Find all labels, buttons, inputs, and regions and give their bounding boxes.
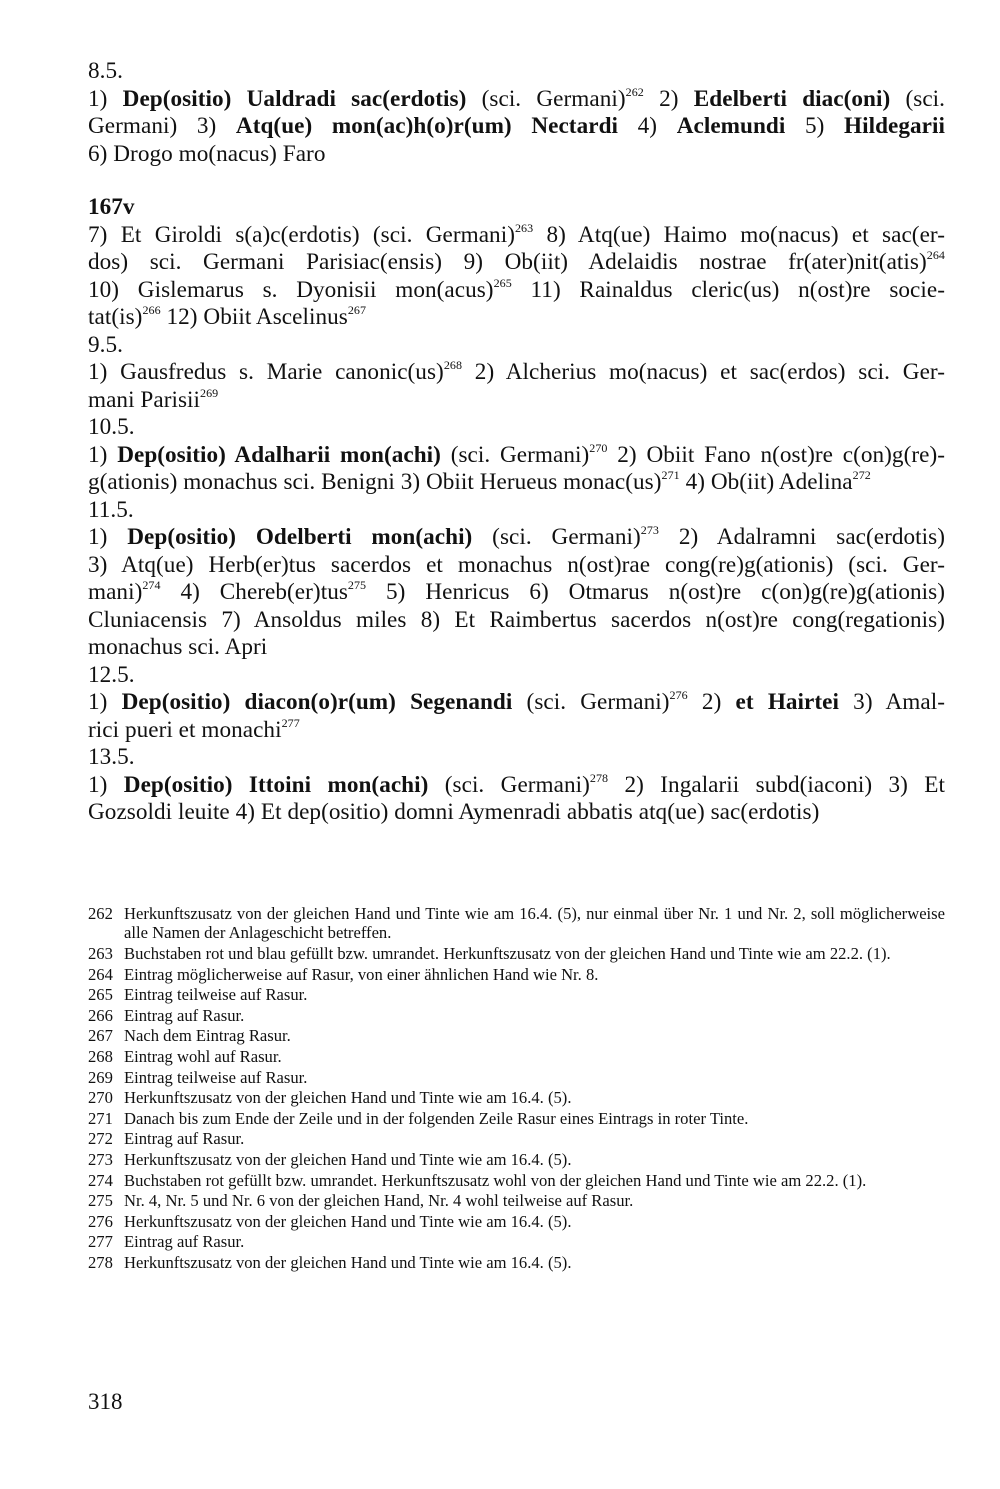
footnote-ref: 268 bbox=[443, 357, 463, 372]
footnote-number: 262 bbox=[88, 904, 113, 923]
footnote-number: 264 bbox=[88, 964, 113, 984]
footnote-ref: 276 bbox=[669, 687, 688, 702]
footnote-ref: 271 bbox=[661, 467, 680, 482]
footnote bbox=[88, 1171, 945, 1190]
footnote-ref: 275 bbox=[347, 577, 367, 592]
footnote-number: 273 bbox=[88, 1149, 113, 1169]
entry-body bbox=[88, 442, 945, 497]
text-segment: 4) Chereb(er)tus bbox=[160, 579, 348, 605]
text-segment: g(ationis) monachus sci. Benigni 3) Obiit Herueus monac(us) bbox=[88, 469, 662, 495]
date-heading: 9.5. bbox=[88, 331, 123, 358]
text-segment: mani Parisii bbox=[88, 386, 201, 413]
text-line bbox=[88, 277, 945, 305]
footnote bbox=[88, 985, 945, 1004]
text-line bbox=[88, 717, 945, 745]
text-segment: (sci. Germani) bbox=[428, 771, 590, 798]
text-segment: tat(is) bbox=[88, 304, 143, 330]
text-segment: 8) Atq(ue) Haimo mo(nacus) et sac(er- bbox=[533, 221, 945, 248]
footnote bbox=[88, 1191, 945, 1210]
entry-body bbox=[88, 359, 945, 414]
footnote-number: 277 bbox=[88, 1232, 113, 1252]
entry-body bbox=[88, 772, 945, 827]
text-segment: monachus sci. Apri bbox=[88, 634, 268, 660]
footnote-text: Herkunftszusatz von der gleichen Hand und Tinte wie am 16.4. (5). bbox=[124, 1252, 572, 1272]
text-segment: 1) Gausfredus s. Marie canonic(us) bbox=[88, 359, 444, 385]
footnote bbox=[88, 1232, 945, 1251]
footnote-ref: 272 bbox=[852, 467, 871, 482]
text-segment: 4) bbox=[618, 113, 677, 139]
footnote bbox=[88, 1253, 945, 1272]
text-segment: 2) Ingalarii subd(iaconi) 3) Et bbox=[608, 771, 946, 798]
section-gap bbox=[88, 168, 945, 194]
text-line bbox=[88, 249, 945, 277]
folio-block bbox=[88, 194, 945, 332]
bold-name: Dep(ositio) diacon(o)r(um) Segenandi bbox=[121, 689, 513, 715]
footnote bbox=[88, 1006, 945, 1025]
bold-name: Dep(ositio) Ualdradi sac(erdotis) bbox=[122, 85, 467, 112]
footnote-number: 269 bbox=[88, 1067, 113, 1087]
text-segment: Gozsoldi leuite 4) Et dep(ositio) domni Aymenradi abbatis atq(ue) sac(erdotis) bbox=[88, 799, 820, 825]
footnote-text: Eintrag auf Rasur. bbox=[124, 1005, 245, 1025]
text-segment: Germani) 3) bbox=[88, 113, 236, 139]
footnote-text: Herkunftszusatz von der gleichen Hand und Tinte wie am 16.4. (5), nur einmal über Nr. 1 und Nr. 2, soll möglicherweise alle Namen der Anlageschicht betreffen. bbox=[124, 904, 945, 943]
footnote-text: Eintrag wohl auf Rasur. bbox=[124, 1046, 282, 1066]
text-segment: 2) bbox=[687, 689, 736, 715]
footnote-ref: 274 bbox=[142, 577, 161, 592]
date-entry bbox=[88, 662, 945, 745]
footnote bbox=[88, 965, 945, 984]
date-entry bbox=[88, 744, 945, 827]
text-segment: 4) Ob(iit) Adelina bbox=[679, 469, 853, 495]
footnote-ref: 267 bbox=[347, 302, 367, 317]
footnote-number: 270 bbox=[88, 1088, 113, 1108]
text-segment: 2) Alcherius mo(nacus) et sac(erdos) sci. Ger- bbox=[462, 359, 945, 385]
footnotes bbox=[88, 904, 945, 1274]
text-segment: 11) Rainaldus cleric(us) n(ost)re socie- bbox=[511, 276, 945, 303]
footnote-text: Buchstaben rot gefüllt bzw. umrandet. Herkunftszusatz wohl von der gleichen Hand und Tinte wie am 22.2. (1). bbox=[124, 1170, 867, 1190]
footnote-text: Danach bis zum Ende der Zeile und in der folgenden Zeile Rasur eines Eintrags in roter Tinte. bbox=[124, 1108, 749, 1128]
footnote-text: Herkunftszusatz von der gleichen Hand und Tinte wie am 16.4. (5). bbox=[124, 1211, 572, 1231]
text-line bbox=[88, 387, 945, 415]
bold-name: Aclemundi bbox=[676, 113, 786, 139]
footnote bbox=[88, 1026, 945, 1045]
footnote-text: Herkunftszusatz von der gleichen Hand und Tinte wie am 16.4. (5). bbox=[124, 1149, 572, 1169]
footnote-number: 268 bbox=[88, 1046, 113, 1066]
date-entry bbox=[88, 414, 945, 497]
bold-name: Dep(ositio) Odelberti mon(achi) bbox=[127, 524, 473, 550]
text-line bbox=[88, 113, 945, 141]
footnote bbox=[88, 1109, 945, 1128]
text-line bbox=[88, 359, 945, 387]
text-line bbox=[88, 579, 945, 607]
date-entry bbox=[88, 497, 945, 662]
text-segment: (sci. Germani) bbox=[440, 441, 590, 468]
footnote-number: 265 bbox=[88, 985, 113, 1005]
text-segment: 1) bbox=[88, 441, 118, 468]
bold-name: Dep(ositio) Adalharii mon(achi) bbox=[117, 441, 441, 468]
footnote-ref: 270 bbox=[589, 440, 608, 455]
text-segment: (sci. Germani) bbox=[512, 689, 670, 715]
footnote-ref: 278 bbox=[589, 770, 609, 785]
text-segment: 12) Obiit Ascelinus bbox=[160, 304, 348, 330]
text-segment: 3) Amal- bbox=[839, 689, 945, 715]
text-segment: 1) bbox=[88, 85, 123, 112]
footnote bbox=[88, 1150, 945, 1169]
text-segment: (sci. Germani) bbox=[466, 85, 626, 112]
text-segment: (sci. Germani) bbox=[472, 524, 641, 550]
folio-label: 167v bbox=[88, 194, 135, 220]
text-segment: 1) bbox=[88, 524, 128, 550]
date-heading: 13.5. bbox=[88, 744, 135, 770]
footnote-ref: 269 bbox=[200, 385, 219, 400]
footnote-number: 271 bbox=[88, 1108, 113, 1128]
footnote-ref: 266 bbox=[142, 302, 161, 317]
footnote bbox=[88, 904, 945, 943]
footnote-text: Eintrag auf Rasur. bbox=[124, 1232, 245, 1252]
footnote bbox=[88, 1047, 945, 1066]
footnote bbox=[88, 1129, 945, 1148]
text-segment: 10) Gislemarus s. Dyonisii mon(acus) bbox=[88, 276, 494, 303]
footnote-number: 267 bbox=[88, 1026, 113, 1046]
footnote bbox=[88, 1088, 945, 1107]
footnote-ref: 273 bbox=[640, 522, 660, 537]
footnote-number: 274 bbox=[88, 1170, 113, 1190]
text-segment: 3) Atq(ue) Herb(er)tus sacerdos et monachus n(ost)rae cong(re)g(ationis) (sci. Ger- bbox=[88, 551, 945, 578]
text-segment: rici pueri et monachi bbox=[88, 716, 282, 743]
footnote-text: Nach dem Eintrag Rasur. bbox=[124, 1026, 291, 1046]
footnote-ref: 265 bbox=[493, 275, 512, 290]
text-segment: 5) bbox=[785, 113, 845, 139]
date-heading: 10.5. bbox=[88, 414, 135, 440]
text-segment: 2) Obiit Fano n(ost)re c(on)g(re)- bbox=[607, 441, 946, 468]
footnote-text: Eintrag möglicherweise auf Rasur, von einer ähnlichen Hand wie Nr. 8. bbox=[124, 964, 599, 984]
footnote-text: Nr. 4, Nr. 5 und Nr. 6 von der gleichen Hand, Nr. 4 wohl teilweise auf Rasur. bbox=[124, 1191, 634, 1211]
bold-name: et Hairtei bbox=[735, 689, 839, 715]
entry-body bbox=[88, 222, 945, 332]
footnote-text: Herkunftszusatz von der gleichen Hand und Tinte wie am 16.4. (5). bbox=[124, 1088, 572, 1108]
footnote-ref: 277 bbox=[281, 715, 300, 730]
text-line bbox=[88, 524, 945, 552]
text-line bbox=[88, 689, 945, 717]
page-number: 318 bbox=[88, 1389, 123, 1414]
text-segment: 2) Adalramni sac(erdotis) bbox=[659, 524, 946, 550]
footnote bbox=[88, 1068, 945, 1087]
bold-name: Hildegarii bbox=[844, 113, 946, 139]
text-line bbox=[88, 552, 945, 580]
main-text bbox=[88, 58, 945, 827]
footnote-text: Eintrag teilweise auf Rasur. bbox=[124, 1067, 308, 1087]
entry-body bbox=[88, 689, 945, 744]
text-line bbox=[88, 469, 945, 497]
text-line bbox=[88, 222, 945, 250]
text-segment: dos) sci. Germani Parisiac(ensis) 9) Ob(iit) Adelaidis nostrae fr(ater)nit(atis) bbox=[88, 249, 927, 275]
text-segment: 6) Drogo mo(nacus) Faro bbox=[88, 140, 326, 167]
footnote-number: 275 bbox=[88, 1191, 113, 1211]
text-segment: 7) Et Giroldi s(a)c(erdotis) (sci. Germani) bbox=[88, 221, 515, 248]
text-segment: (sci. bbox=[890, 85, 946, 112]
text-segment: 1) bbox=[88, 771, 124, 798]
text-segment: 1) bbox=[88, 689, 122, 715]
footnote-number: 272 bbox=[88, 1129, 113, 1149]
date-heading: 11.5. bbox=[88, 496, 134, 523]
footnote-text: Eintrag teilweise auf Rasur. bbox=[124, 985, 308, 1005]
text-line bbox=[88, 141, 945, 169]
date-heading: 12.5. bbox=[88, 661, 135, 688]
text-line bbox=[88, 772, 945, 800]
footnote-number: 263 bbox=[88, 944, 113, 963]
text-line bbox=[88, 799, 945, 827]
footnote-number: 278 bbox=[88, 1252, 113, 1272]
footnote-ref: 264 bbox=[926, 247, 945, 262]
date-entry bbox=[88, 332, 945, 415]
entry-body bbox=[88, 86, 945, 169]
text-line bbox=[88, 304, 945, 332]
footnote-ref: 262 bbox=[625, 84, 644, 99]
text-line bbox=[88, 634, 945, 662]
text-segment: 5) Henricus 6) Otmarus n(ost)re c(on)g(re)g(ationis) bbox=[366, 579, 945, 605]
footnote bbox=[88, 1212, 945, 1231]
date-heading: 8.5. bbox=[88, 58, 123, 84]
text-segment: mani) bbox=[88, 579, 143, 605]
footnote-text: Eintrag auf Rasur. bbox=[124, 1129, 245, 1149]
entry-body bbox=[88, 524, 945, 662]
footnote bbox=[88, 944, 945, 963]
bold-name: Dep(ositio) Ittoini mon(achi) bbox=[123, 771, 429, 798]
footnote-number: 266 bbox=[88, 1005, 113, 1025]
text-segment: Cluniacensis 7) Ansoldus miles 8) Et Raimbertus sacerdos n(ost)re cong(regationis) bbox=[88, 606, 945, 633]
footnote-ref: 263 bbox=[514, 220, 534, 235]
footnote-text: Buchstaben rot und blau gefüllt bzw. umrandet. Herkunftszusatz von der gleichen Hand und Tinte wie am 22.2. (1). bbox=[124, 944, 891, 963]
bold-name: Edelberti diac(oni) bbox=[693, 85, 891, 112]
date-entry bbox=[88, 58, 945, 168]
bold-name: Atq(ue) mon(ac)h(o)r(um) Nectardi bbox=[235, 113, 619, 139]
text-segment: 2) bbox=[643, 85, 694, 112]
text-line bbox=[88, 86, 945, 114]
text-line bbox=[88, 607, 945, 635]
text-line bbox=[88, 442, 945, 470]
footnote-number: 276 bbox=[88, 1211, 113, 1231]
